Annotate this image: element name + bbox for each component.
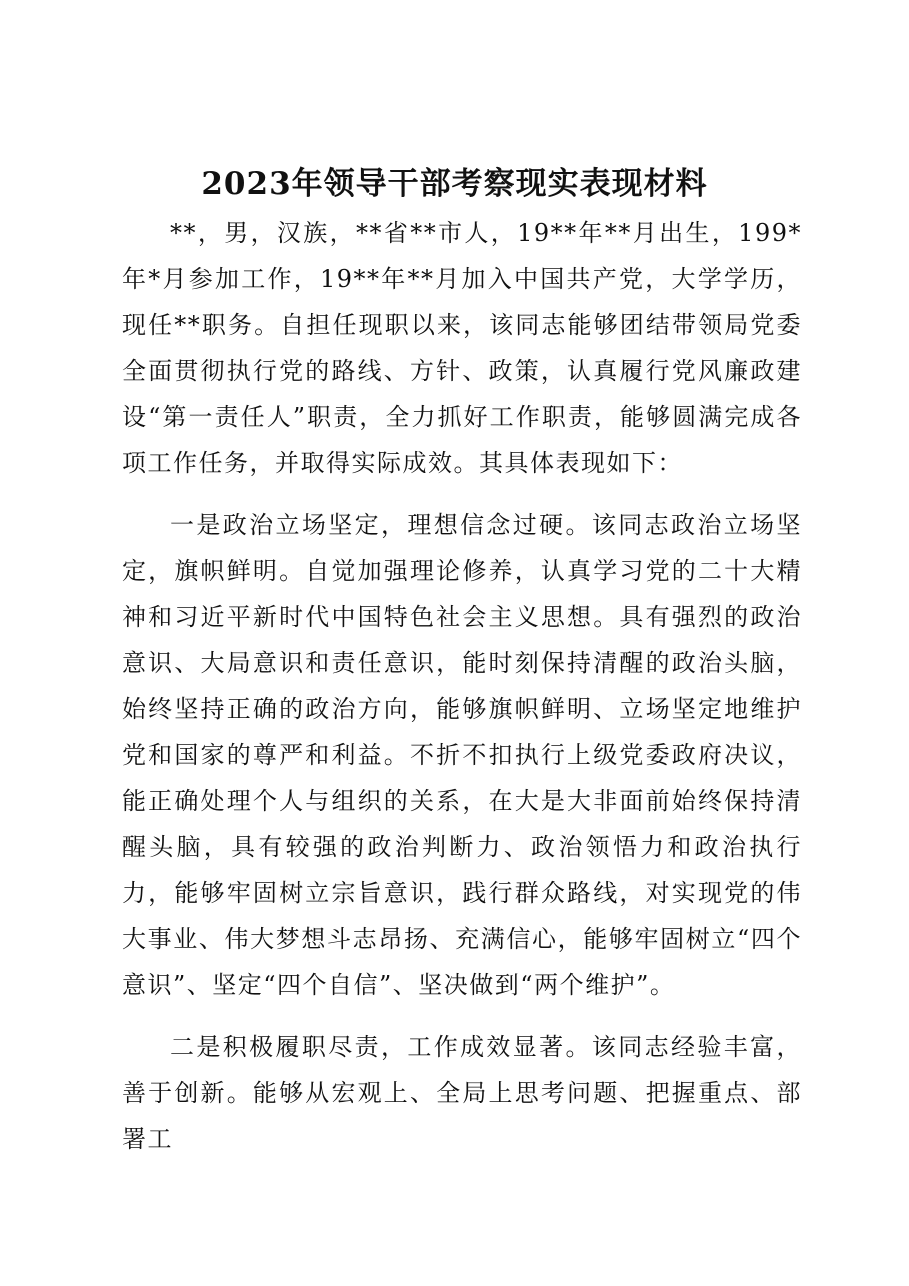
paragraph-duty-performance: 二是积极履职尽责，工作成效显著。该同志经验丰富，善于创新。能够从宏观上、全局上思考问题、把握重点、部署工: [122, 1033, 802, 1153]
paragraph-political-stance: 一是政治立场坚定，理想信念过硬。该同志政治立场坚定，旗帜鲜明。自觉加强理论修养，认真学习党的二十大精神和习近平新时代中国特色社会主义思想。具有强烈的政治意识、大局意识和责任意识，能时刻保持清醒的政治头脑，始终坚持正确的政治方向，能够旗帜鲜明、立场坚定地维护党和国家的尊严和利益。不折不扣执行上级党委政府决议，能正确处理个人与组织的关系，在大是大非面前始终保持清醒头脑，具有较强的政治判断力、政治领悟力和政治执行力，能够牢固树立宗旨意识，践行群众路线，对实现党的伟大事业、伟大梦想斗志昂扬、充满信心，能够牢固树立“四个意识”、坚定“四个自信”、坚决做到“两个维护”。: [122, 511, 802, 999]
document-title: 2023年领导干部考察现实表现材料: [201, 166, 708, 202]
document-body: [122, 210, 802, 1162]
paragraph-intro: **，男，汉族，**省**市人，19**年**月出生，199*年*月参加工作，19**年**月加入中国共产党，大学学历，现任**职务。自担任现职以来，该同志能够团结带领局党委全面贯彻执行党的路线、方针、政策，认真履行党风廉政建设“第一责任人”职责，全力抓好工作职责，能够圆满完成各项工作任务，并取得实际成效。其具体表现如下：: [122, 219, 802, 477]
